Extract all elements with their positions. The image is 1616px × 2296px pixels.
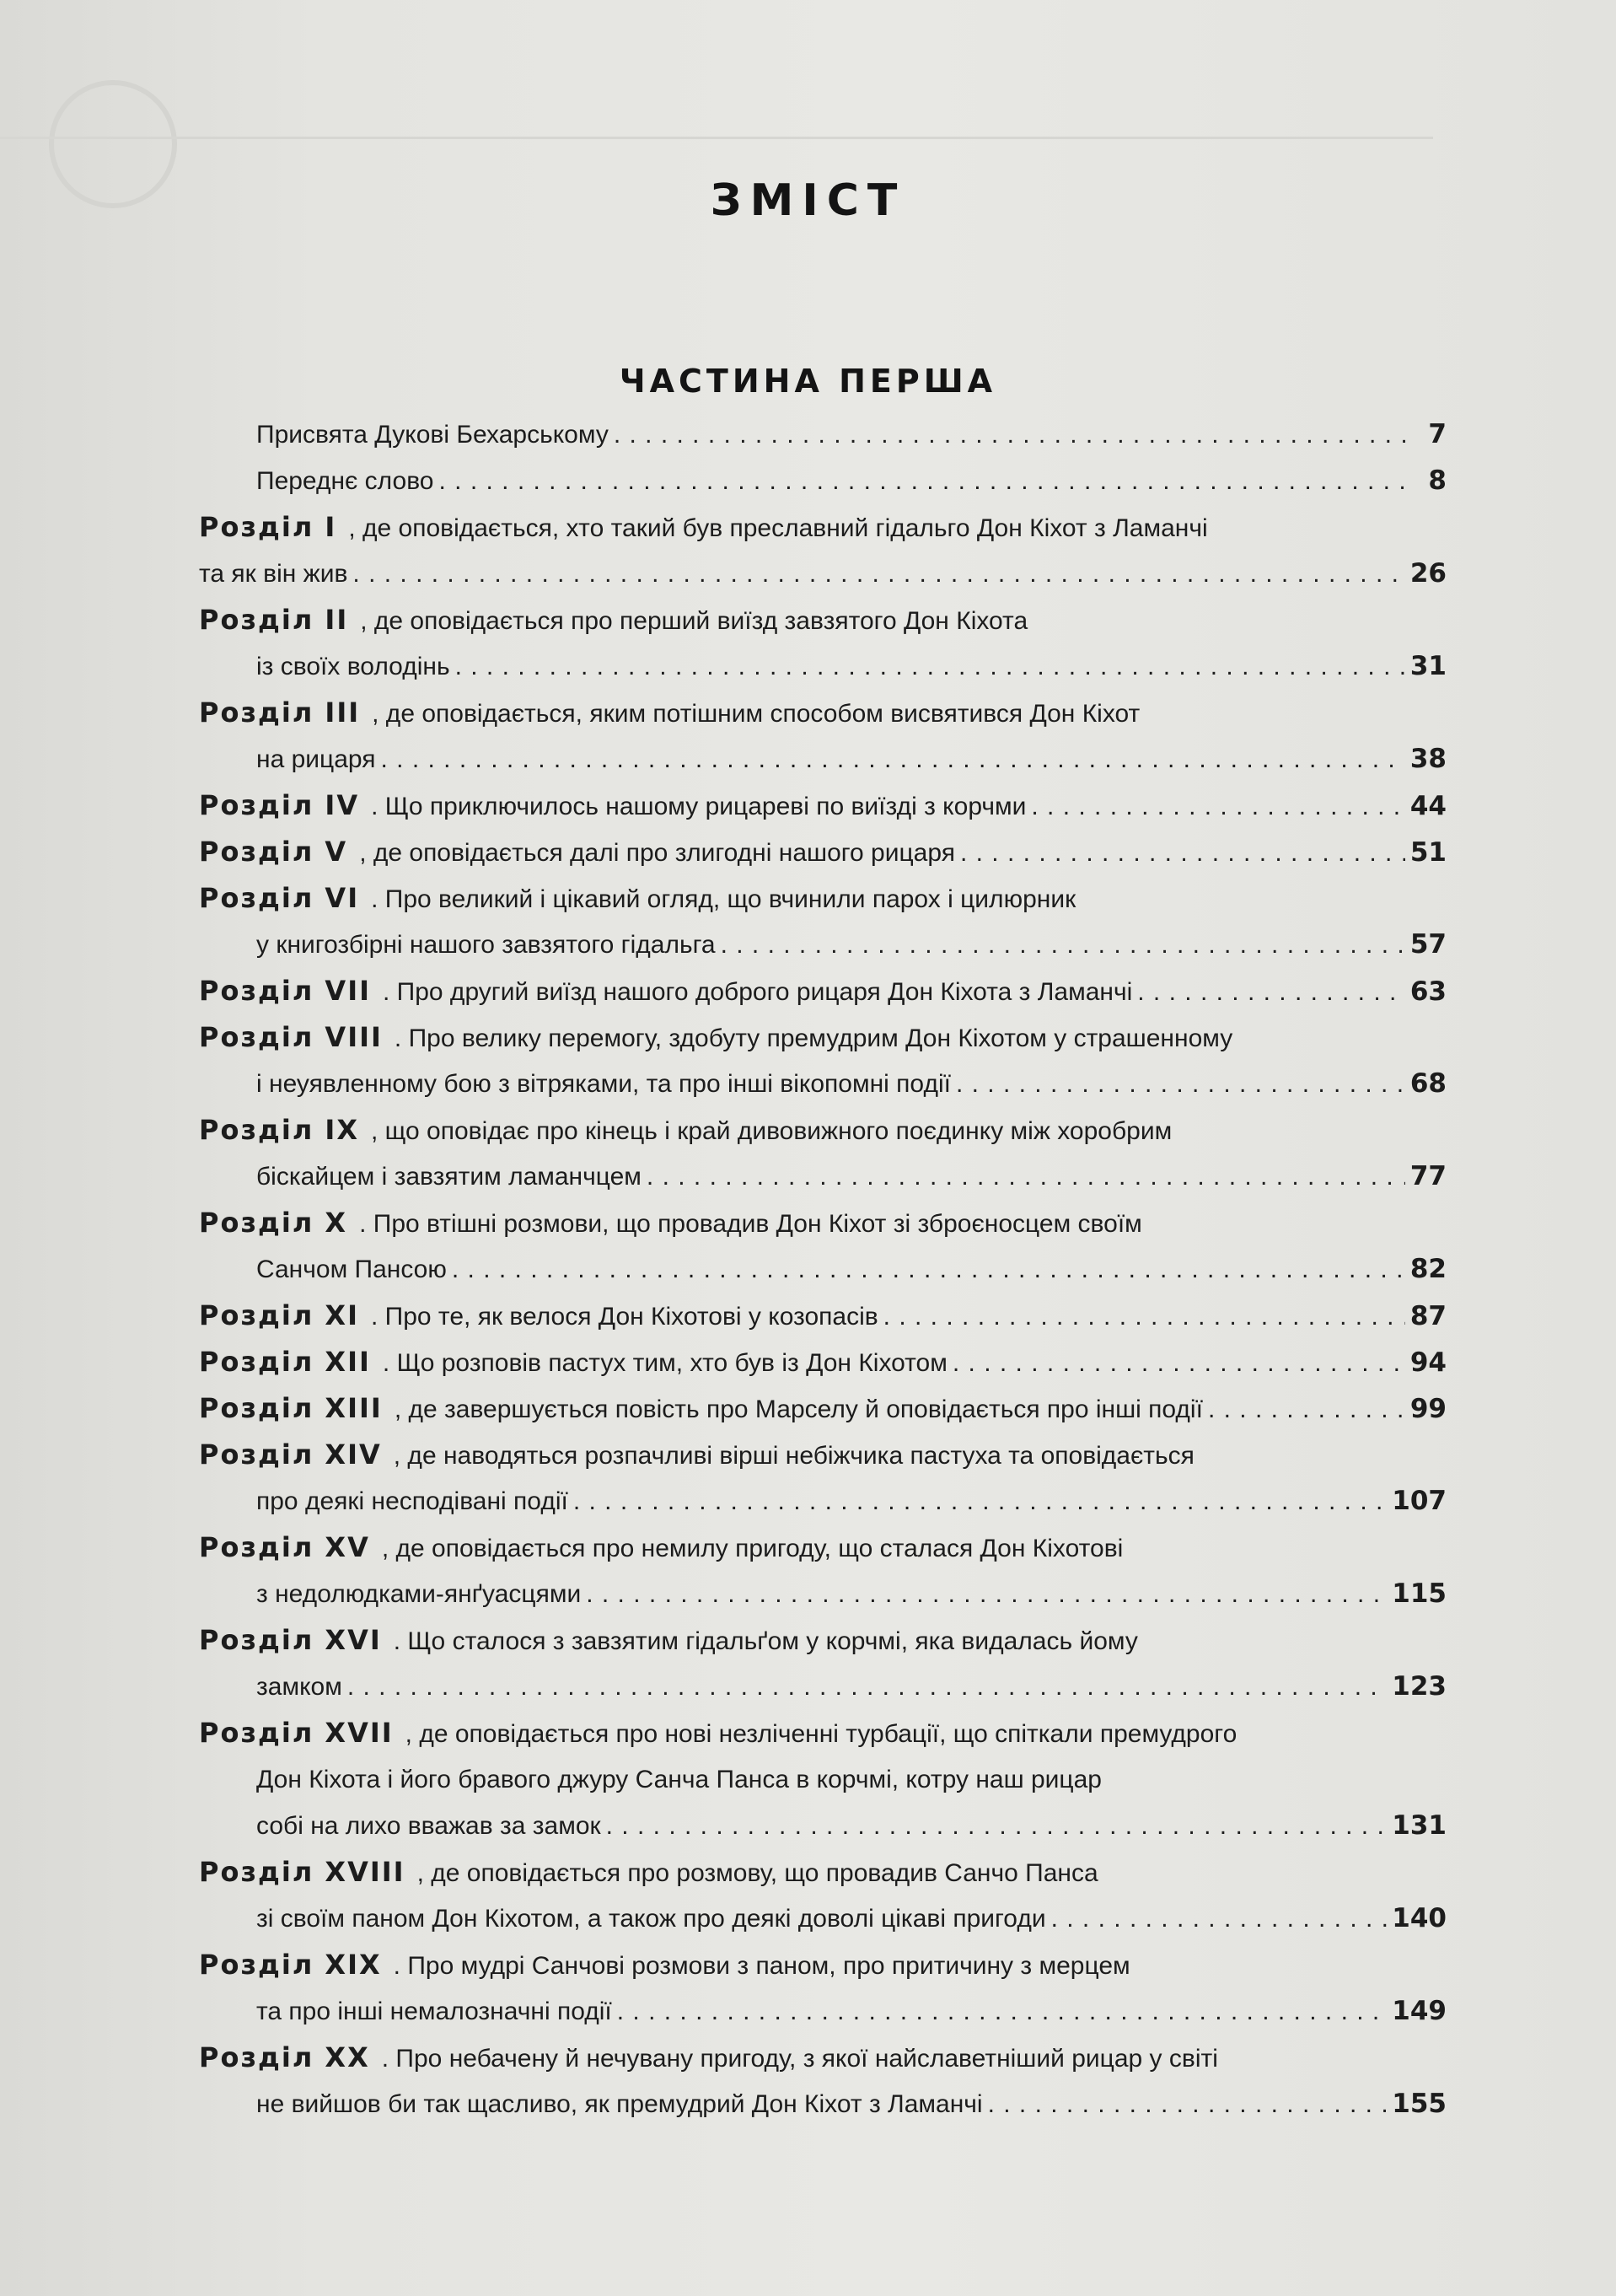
entry-text: , де оповідається далі про злигодні нашого рицаря <box>359 839 955 867</box>
toc-entry-chapter-17 <box>199 1710 1447 1756</box>
page-number: 68 <box>1409 1068 1447 1099</box>
dot-leader <box>455 643 1405 690</box>
dot-leader <box>438 458 1413 504</box>
entry-text: та як він жив <box>199 560 348 588</box>
dot-leader <box>988 2081 1388 2127</box>
chapter-label: Розділ XVI <box>199 1624 382 1656</box>
page-number: 63 <box>1409 976 1447 1007</box>
entry-text: із своїх володінь <box>256 653 450 680</box>
chapter-label: Розділ XIX <box>199 1949 382 1981</box>
entry-text: . Про втішні розмови, що провадив Дон Кіхот зі зброєносцем своїм <box>359 1210 1142 1238</box>
entry-text: . Про другий виїзд нашого доброго рицаря Дон Кіхота з Ламанчі <box>383 978 1133 1006</box>
page-number: 99 <box>1409 1394 1447 1424</box>
entry-text: . Про велику перемогу, здобуту премудрим Дон Кіхотом у страшенному <box>394 1024 1233 1052</box>
chapter-label: Розділ XX <box>199 2041 370 2073</box>
toc-entry-chapter-19-cont <box>199 1988 1447 2035</box>
entry-text: на рицаря <box>256 745 376 773</box>
dot-leader <box>452 1246 1405 1293</box>
entry-text: та про інші немалозначні події <box>256 1998 612 2025</box>
toc-entry-chapter-6-cont <box>199 922 1447 968</box>
toc-entry-chapter-2-cont <box>199 643 1447 690</box>
page-number: 94 <box>1409 1347 1447 1378</box>
page-number: 115 <box>1392 1578 1447 1609</box>
chapter-label: Розділ V <box>199 836 348 868</box>
entry-text: . Що розповів пастух тим, хто був із Дон Кіхотом <box>382 1349 948 1377</box>
entry-text: , де наводяться розпачливі вірші небіжчика пастуха та оповідається <box>393 1442 1195 1470</box>
toc-entry-chapter-15-cont <box>199 1571 1447 1617</box>
entry-title: Присвята Дукові Бехарському <box>256 421 609 449</box>
entry-text: . Що сталося з завзятим гідальґом у корчмі, яка видалась йому <box>393 1627 1138 1655</box>
toc-entry-chapter-8-cont <box>199 1061 1447 1107</box>
entry-text: . Про великий і цікавий огляд, що вчинили парох і цилюрник <box>371 885 1076 913</box>
toc-entry-chapter-11 <box>199 1293 1447 1339</box>
entry-text: собі на лихо вважав за замок <box>256 1812 601 1840</box>
page-number: 77 <box>1409 1161 1447 1191</box>
toc-entry-chapter-9-cont <box>199 1153 1447 1200</box>
dot-leader <box>614 411 1413 458</box>
toc-entry-chapter-16 <box>199 1617 1447 1664</box>
page-number: 107 <box>1392 1486 1447 1516</box>
page-number: 140 <box>1392 1903 1447 1933</box>
page-number: 82 <box>1409 1254 1447 1284</box>
dot-leader <box>573 1478 1387 1524</box>
dot-leader <box>606 1803 1388 1849</box>
chapter-label: Розділ III <box>199 696 361 729</box>
entry-text: і неуявленному бою з вітряками, та про інші вікопомні події <box>256 1070 951 1098</box>
page-number: 8 <box>1428 465 1447 496</box>
entry-text: , де оповідається, яким потішним способом висвятився Дон Кіхот <box>372 700 1141 728</box>
chapter-label: Розділ XV <box>199 1531 370 1563</box>
toc-entry-chapter-4 <box>199 782 1447 829</box>
chapter-label: Розділ XI <box>199 1299 359 1331</box>
dot-leader <box>960 830 1405 876</box>
entry-text: , де оповідається, хто такий був преславний гідальго Дон Кіхот з Ламанчі <box>348 514 1208 542</box>
dot-leader <box>883 1293 1405 1340</box>
toc-entry-chapter-19 <box>199 1942 1447 1988</box>
dot-leader <box>586 1571 1387 1617</box>
dot-leader <box>347 1664 1387 1710</box>
entry-text: . Про небачену й нечувану пригоду, з якої найславетніший рицар у світі <box>381 2045 1218 2073</box>
dot-leader <box>1051 1895 1388 1942</box>
toc-entry-chapter-13 <box>199 1385 1447 1432</box>
toc-entry-chapter-9 <box>199 1107 1447 1153</box>
toc-entry-chapter-10-cont <box>199 1246 1447 1293</box>
toc-entry-chapter-18-cont <box>199 1895 1447 1942</box>
dot-leader <box>956 1061 1405 1107</box>
page-number: 149 <box>1392 1996 1447 2026</box>
entry-text: з недолюдками-янґуасцями <box>256 1580 582 1608</box>
toc-entry-chapter-18 <box>199 1849 1447 1895</box>
header-rule-bleed <box>0 137 1433 139</box>
dot-leader <box>647 1153 1405 1200</box>
dot-leader <box>1137 969 1405 1015</box>
toc-entry-chapter-14 <box>199 1432 1447 1478</box>
toc-entry-chapter-20 <box>199 2035 1447 2081</box>
entry-text: Санчом Пансою <box>256 1256 447 1283</box>
entry-title: Переднє слово <box>256 467 434 495</box>
chapter-label: Розділ XVIII <box>199 1856 405 1888</box>
entry-text: замком <box>256 1673 342 1701</box>
page-number: 87 <box>1409 1301 1447 1331</box>
entry-text: , де оповідається про нові незліченні турбації, що спіткали премудрого <box>405 1720 1238 1748</box>
chapter-label: Розділ IX <box>199 1114 359 1146</box>
entry-text: у книгозбірні нашого завзятого гідальга <box>256 931 716 959</box>
entry-text: зі своїм паном Дон Кіхотом, а також про деякі доволі цікаві пригоди <box>256 1905 1046 1933</box>
chapter-label: Розділ II <box>199 604 349 636</box>
toc-entry-chapter-17-cont <box>199 1756 1447 1803</box>
entry-text: , де оповідається про перший виїзд завзятого Дон Кіхота <box>360 607 1028 635</box>
page-number: 57 <box>1409 929 1447 960</box>
toc-entry-chapter-8 <box>199 1014 1447 1061</box>
entry-text: , де оповідається про розмову, що провадив Санчо Панса <box>416 1859 1098 1887</box>
toc-entry-chapter-2 <box>199 597 1447 643</box>
toc-entry-chapter-15 <box>199 1524 1447 1571</box>
dot-leader <box>352 551 1404 597</box>
toc-entry-dedication <box>199 411 1447 458</box>
chapter-label: Розділ XVII <box>199 1717 394 1749</box>
chapter-label: Розділ XIV <box>199 1438 382 1471</box>
dot-leader <box>1208 1386 1405 1433</box>
chapter-label: Розділ XII <box>199 1346 371 1378</box>
dot-leader <box>381 736 1405 782</box>
toc-entry-chapter-14-cont <box>199 1478 1447 1524</box>
chapter-label: Розділ X <box>199 1207 348 1239</box>
entry-text: , що оповідає про кінець і край дивовижного поєдинку між хоробрим <box>371 1117 1173 1145</box>
entry-text: не вийшов би так щасливо, як премудрий Дон Кіхот з Ламанчі <box>256 2090 983 2118</box>
toc-entry-chapter-1 <box>199 504 1447 551</box>
toc-entry-chapter-3 <box>199 690 1447 736</box>
toc-entry-chapter-6 <box>199 875 1447 922</box>
page-number: 7 <box>1428 419 1447 449</box>
entry-text: , де оповідається про немилу пригоду, що сталася Дон Кіхотові <box>381 1535 1124 1562</box>
page-number: 51 <box>1409 837 1447 868</box>
page-number: 44 <box>1409 791 1447 821</box>
entry-text: , де завершується повість про Марселу й оповідається про інші події <box>394 1395 1203 1423</box>
page-number: 31 <box>1409 651 1447 681</box>
dot-leader <box>617 1988 1388 2035</box>
toc-entry-chapter-17-cont-2 <box>199 1803 1447 1849</box>
toc-entry-chapter-7 <box>199 968 1447 1014</box>
entry-text: про деякі несподівані події <box>256 1487 568 1515</box>
contents-title: ЗМІСТ <box>710 175 906 226</box>
chapter-label: Розділ I <box>199 511 337 543</box>
part-heading: ЧАСТИНА ПЕРША <box>619 363 997 400</box>
chapter-label: Розділ XIII <box>199 1392 383 1424</box>
toc-entry-chapter-10 <box>199 1200 1447 1246</box>
page-number: 38 <box>1409 744 1447 774</box>
toc-entry-chapter-1-cont <box>199 551 1447 597</box>
table-of-contents <box>199 411 1447 2127</box>
toc-entry-chapter-3-cont <box>199 736 1447 782</box>
chapter-label: Розділ VI <box>199 882 360 914</box>
entry-text: біскайцем і завзятим ламанчцем <box>256 1163 642 1191</box>
entry-text: . Про те, як велося Дон Кіхотові у козопасів <box>371 1303 878 1331</box>
entry-text: . Що приключилось нашому рицареві по виїзді з корчми <box>371 793 1027 820</box>
entry-text: Дон Кіхота і його бравого джуру Санча Панса в корчмі, котру наш рицар <box>256 1766 1102 1793</box>
page-number: 26 <box>1409 558 1447 589</box>
dot-leader <box>953 1340 1405 1386</box>
toc-entry-chapter-5 <box>199 829 1447 875</box>
dot-leader <box>721 922 1405 968</box>
page-number: 123 <box>1392 1671 1447 1702</box>
page-number: 131 <box>1392 1810 1447 1841</box>
toc-entry-chapter-16-cont <box>199 1664 1447 1710</box>
chapter-label: Розділ IV <box>199 789 360 821</box>
toc-entry-chapter-12 <box>199 1339 1447 1385</box>
entry-text: . Про мудрі Санчові розмови з паном, про притичину з мерцем <box>393 1952 1130 1980</box>
toc-entry-chapter-20-cont <box>199 2081 1447 2127</box>
chapter-label: Розділ VIII <box>199 1021 383 1053</box>
toc-entry-preface <box>199 458 1447 504</box>
page-number: 155 <box>1392 2089 1447 2119</box>
dot-leader <box>1031 783 1404 830</box>
chapter-label: Розділ VII <box>199 975 371 1007</box>
